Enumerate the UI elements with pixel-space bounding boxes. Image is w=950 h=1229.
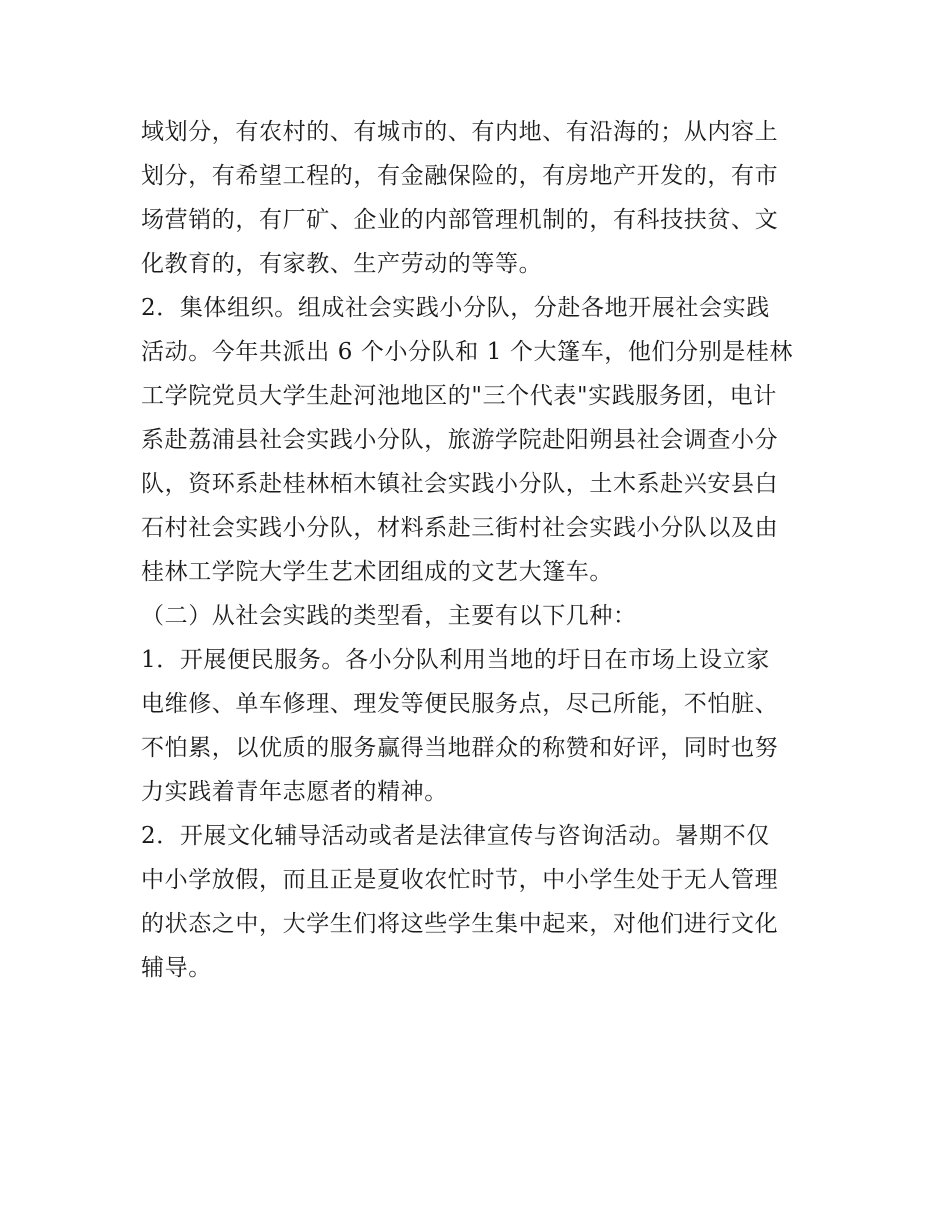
- text-line: 队，资环系赴桂林栢木镇社会实践小分队，土木系赴兴安县白: [141, 471, 779, 497]
- text-line: 2．开展文化辅导活动或者是法律宣传与咨询活动。暑期不仅: [141, 823, 770, 849]
- text-line: 不怕累，以优质的服务赢得当地群众的称赞和好评，同时也努: [141, 735, 779, 761]
- text-line: 中小学放假，而且正是夏收农忙时节，中小学生处于无人管理: [141, 867, 779, 893]
- text-line: 的状态之中，大学生们将这些学生集中起来，对他们进行文化: [141, 911, 779, 937]
- text-line: 桂林工学院大学生艺术团组成的文艺大篷车。: [141, 559, 613, 585]
- text-line: 化教育的，有家教、生产劳动的等等。: [141, 251, 543, 277]
- text-line: 场营销的，有厂矿、企业的内部管理机制的，有科技扶贫、文: [141, 207, 779, 233]
- text-line: 石村社会实践小分队，材料系赴三街村社会实践小分队以及由: [141, 515, 779, 541]
- text-line: 2．集体组织。组成社会实践小分队，分赴各地开展社会实践: [141, 295, 770, 321]
- document-body: [141, 110, 817, 990]
- text-line: 1．开展便民服务。各小分队利用当地的圩日在市场上设立家: [141, 647, 770, 673]
- text-line: 系赴荔浦县社会实践小分队，旅游学院赴阳朔县社会调查小分: [141, 427, 779, 453]
- text-line: 域划分，有农村的、有城市的、有内地、有沿海的；从内容上: [141, 119, 779, 145]
- text-line: 活动。今年共派出 6 个小分队和 1 个大篷车，他们分别是桂林: [141, 339, 794, 365]
- text-line: 划分，有希望工程的，有金融保险的，有房地产开发的，有市: [141, 163, 779, 189]
- section-heading: （二）从社会实践的类型看，主要有以下几种：: [141, 603, 637, 629]
- text-line: 工学院党员大学生赴河池地区的"三个代表"实践服务团，电计: [141, 383, 777, 409]
- text-line: 电维修、单车修理、理发等便民服务点，尽己所能，不怕脏、: [141, 691, 779, 717]
- text-line: 辅导。: [141, 955, 212, 981]
- text-line: 力实践着青年志愿者的精神。: [141, 779, 448, 805]
